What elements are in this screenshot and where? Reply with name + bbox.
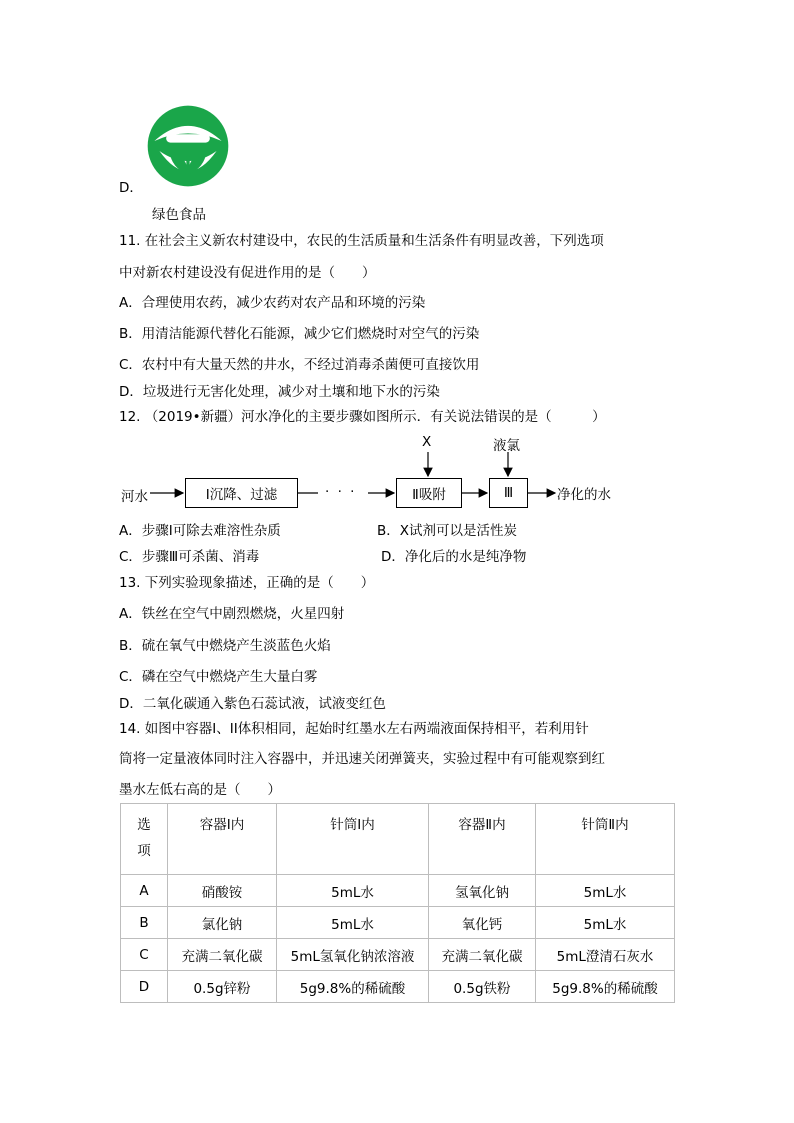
table-cell: 0.5g铁粉 (429, 971, 536, 1003)
q11-stem-line1: 11. 在社会主义新农村建设中，农民的生活质量和生活条件有明显改善，下列选项 (119, 233, 604, 249)
q11-option-c: C．农村中有大量天然的井水，不经过消毒杀菌便可直接饮用 (119, 357, 480, 373)
header-option: 选项 (121, 804, 168, 875)
table-row (121, 971, 675, 1003)
table-cell: C (121, 939, 168, 971)
q11-option-d: D．垃圾进行无害化处理，减少对土壤和地下水的污染 (119, 384, 440, 400)
table-cell: 氧化钙 (429, 907, 536, 939)
q13-stem: 13. 下列实验现象描述，正确的是（ ） (119, 575, 375, 591)
q11-option-a: A．合理使用农药，减少农药对农产品和环境的污染 (119, 295, 426, 311)
diagram-step2-label: Ⅱ吸附 (412, 487, 446, 503)
table-cell: 5mL水 (536, 907, 675, 939)
header-syringe-2: 针筒Ⅱ内 (536, 804, 675, 875)
table-cell: 充满二氧化碳 (168, 939, 277, 971)
table-cell: 0.5g锌粉 (168, 971, 277, 1003)
q10-option-d-caption: 绿色食品 (152, 207, 206, 223)
diagram-dots: · · · (325, 484, 357, 500)
diagram-step1-label: Ⅰ沉降、过滤 (205, 487, 278, 503)
q12-option-c: C．步骤Ⅲ可杀菌、消毒 (119, 549, 260, 565)
q11-option-b: B．用清洁能源代替化石能源，减少它们燃烧时对空气的污染 (119, 326, 480, 342)
header-container-2: 容器Ⅱ内 (429, 804, 536, 875)
q14-stem-line3: 墨水左低右高的是（ ） (119, 782, 281, 798)
table-cell: 5mL水 (277, 907, 429, 939)
q13-option-d: D．二氧化碳通入紫色石蕊试液，试液变红色 (119, 696, 386, 712)
table-row (121, 907, 675, 939)
diagram-reagent-chlorine: 液氯 (493, 438, 520, 454)
table-cell: 5mL澄清石灰水 (536, 939, 675, 971)
table-cell: B (121, 907, 168, 939)
table-row (121, 939, 675, 971)
q12-stem: 12. （2019•新疆）河水净化的主要步骤如图所示．有关说法错误的是（ ） (119, 409, 606, 425)
table-row (121, 875, 675, 907)
q11-stem-line2: 中对新农村建设没有促进作用的是（ ） (119, 265, 376, 281)
table-cell: 5mL氢氧化钠浓溶液 (277, 939, 429, 971)
q13-option-a: A．铁丝在空气中剧烈燃烧，火星四射 (119, 606, 345, 622)
table-header-row (121, 804, 675, 875)
diagram-step3-label: Ⅲ (503, 485, 514, 501)
header-container-1: 容器Ⅰ内 (168, 804, 277, 875)
table-cell: 5mL水 (536, 875, 675, 907)
diagram-arrows (0, 0, 794, 560)
q12-option-a: A．步骤Ⅰ可除去难溶性杂质 (119, 523, 281, 539)
diagram-reagent-x: X (422, 434, 432, 450)
q10-option-d-letter: D． (119, 180, 143, 196)
table-cell: D (121, 971, 168, 1003)
diagram-input-label: 河水 (121, 489, 148, 505)
q13-option-c: C．磷在空气中燃烧产生大量白雾 (119, 669, 318, 685)
table-cell: 氯化钠 (168, 907, 277, 939)
table-cell: 5mL水 (277, 875, 429, 907)
table-cell: 氢氧化钠 (429, 875, 536, 907)
table-cell: 5g9.8%的稀硫酸 (536, 971, 675, 1003)
q12-option-b: B．X试剂可以是活性炭 (377, 523, 518, 539)
q12-option-d: D．净化后的水是纯净物 (381, 549, 527, 565)
q14-stem-line2: 筒将一定量液体同时注入容器中，并迅速关闭弹簧夹，实验过程中有可能观察到红 (119, 751, 605, 767)
diagram-output-label: 净化的水 (557, 487, 611, 503)
table-cell: 5g9.8%的稀硫酸 (277, 971, 429, 1003)
table-cell: 充满二氧化碳 (429, 939, 536, 971)
q14-options-table (120, 803, 675, 1003)
table-cell: 硝酸铵 (168, 875, 277, 907)
header-syringe-1: 针筒Ⅰ内 (277, 804, 429, 875)
table-cell: A (121, 875, 168, 907)
q13-option-b: B．硫在氧气中燃烧产生淡蓝色火焰 (119, 638, 331, 654)
q14-stem-line1: 14. 如图中容器Ⅰ、II体积相同，起始时红墨水左右两端液面保持相平，若利用针 (119, 721, 589, 737)
